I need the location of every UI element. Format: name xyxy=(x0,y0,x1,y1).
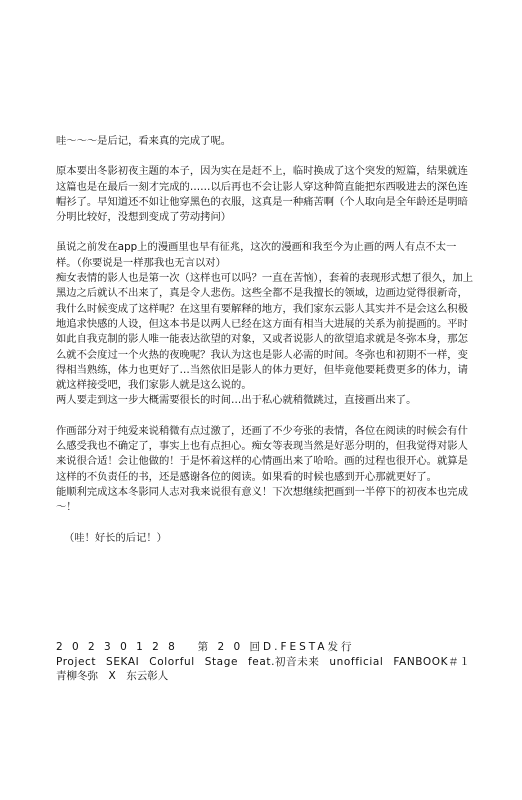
afterword-body xyxy=(56,134,476,546)
afterword-paragraph-1: 原本要出冬影初夜主题的本子，因为实在是赶不上，临时换成了这个突发的短篇，结果就连这篇也是在最后一刻才完成的……以后再也不会让影人穿这种简直能把东西吸进去的深色连帽衫了。早知道还不如让他穿黑色的衣服，这真是一种痛苦啊（个人取向是全年龄还是明暗分明比较好，没想到变成了劳动拷问） xyxy=(56,165,468,224)
paragraph-gap xyxy=(56,409,476,424)
paragraph-gap xyxy=(56,149,476,164)
afterword-paragraph-2: 虽说之前发在app上的漫画里也早有征兆，这次的漫画和我至今为止画的两人有点不太一样。（你要说是一样那我也无言以对） xyxy=(56,241,457,269)
afterword-paragraph-6: 能顺利完成这本冬影同人志对我来说很有意义！下次想继续把画到一半停下的初夜本也完成～！ xyxy=(56,485,468,514)
paragraph-gap xyxy=(56,225,476,240)
colophon-project-title: Project SEKAI Colorful Stage feat.初音未来 unofficial FANBOOK＃１ xyxy=(56,655,471,668)
afterword-paragraph-4: 两人要走到这一步大概需要很长的时间…出于私心就稍微跳过，直接画出来了。 xyxy=(56,394,417,407)
afterword-closing: （哇！好长的后记！） xyxy=(64,531,167,544)
afterword-opening: 哇～～～是后记，看来真的完成了呢。 xyxy=(56,135,232,147)
afterword-paragraph-5: 作画部分对于纯爱来说稍微有点过激了，还画了不少夸张的表情，各位在阅读的时候会有什么感受我也不确定了，事实上也有点担心。痴女等表现当然是好恶分明的，但我觉得对影人来说很合适！会让他做的！于是怀着这样的心情画出来了哈哈。画的过程也很开心。就算是这样的不负责任的书，还是感谢各位的阅读。如果看的时候也感到开心那就更好了。 xyxy=(56,424,468,483)
colophon xyxy=(56,640,486,684)
colophon-date-event: 2 0 2 3 0 1 2 8 第 2 0 回D.FESTA发行 xyxy=(56,641,355,653)
afterword-paragraph-3: 痴女表情的影人也是第一次（这样也可以吗？一直在苦恼），套着的表现形式想了很久，加上黑边之后就认不出来了，真是令人悲伤。这些全都不是我擅长的领域，边画边觉得很新奇，我什么时候变成了这样呢？在这里有要解释的地方，我们家东云影人其实并不是会这么积极地追求快感的人设，但这本书是以两人已经在这方面有相当大进展的关系为前提画的。平时如此自我克制的影人唯一能表达欲望的对象，又或者说影人的欲望追求就是冬弥本身，那怎么就不会度过一个火热的夜晚呢？我认为这也是影人必需的时间。冬弥也和初期不一样，变得相当熟练，体力也更好了…当然依旧是影人的体力更好，但毕竟他要耗费更多的体力，请就这样接受吧，我们家影人就是这么说的。 xyxy=(56,272,474,392)
paragraph-gap xyxy=(56,516,476,531)
colophon-pairing: 青柳冬弥 X 东云彰人 xyxy=(56,670,169,682)
